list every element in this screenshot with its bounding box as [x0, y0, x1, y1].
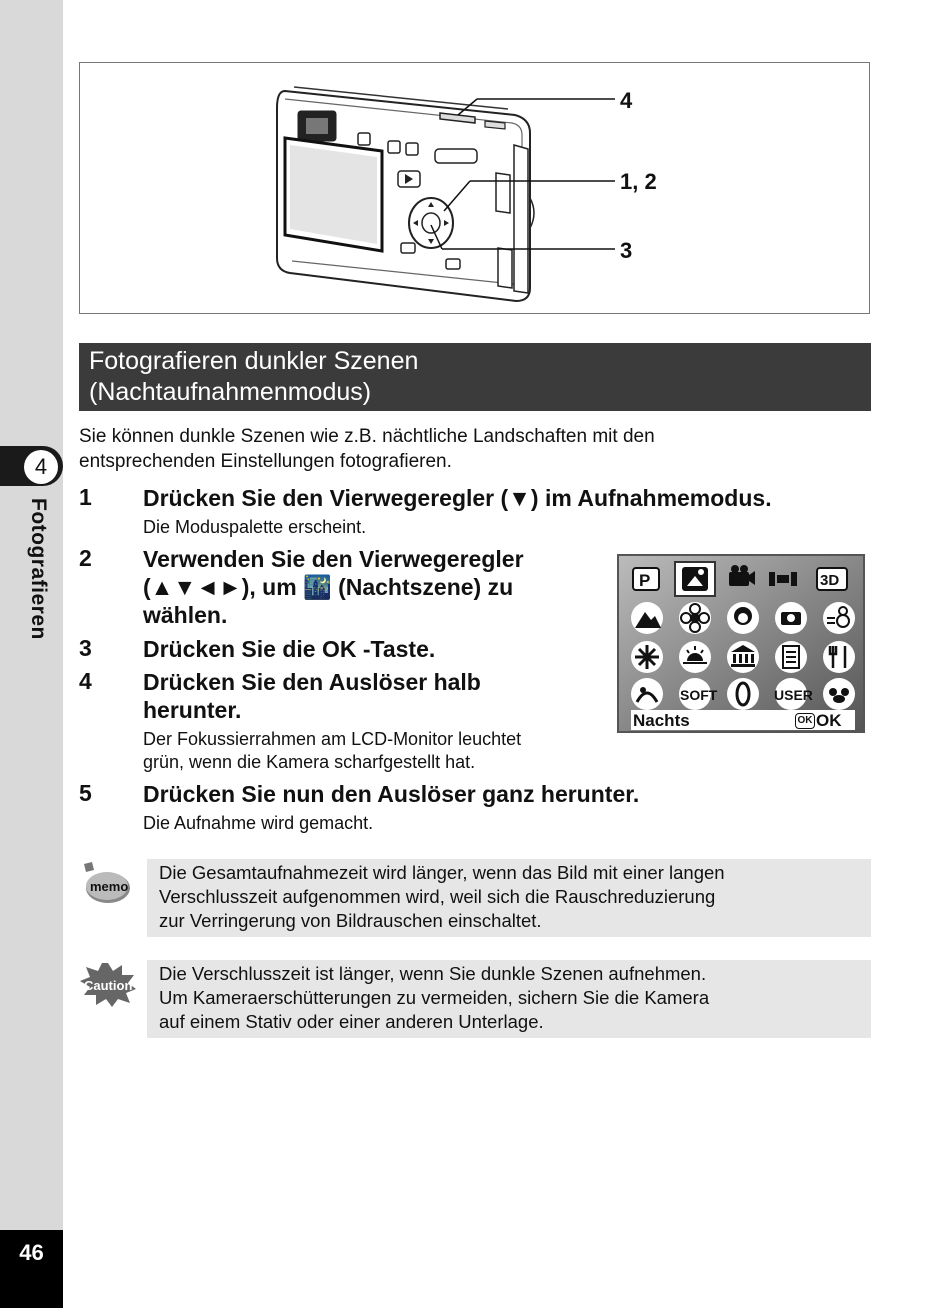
- food-icon: [823, 641, 855, 673]
- step-description-line: grün, wenn die Kamera scharfgestellt hat.: [143, 752, 476, 772]
- landscape-icon: [631, 602, 663, 634]
- fireworks-icon: [631, 641, 663, 673]
- program-mode-label: P: [639, 571, 651, 590]
- mode-palette-grid: [619, 556, 863, 731]
- section-title: [79, 343, 871, 411]
- section-title-line2: (Nachtaufnahmenmodus): [89, 378, 372, 406]
- step-number: 2: [79, 545, 92, 571]
- step-title: Drücken Sie nun den Auslöser ganz herunter.: [143, 781, 640, 807]
- step-description: Die Aufnahme wird gemacht.: [143, 813, 374, 833]
- caution-line: Die Verschlusszeit ist länger, wenn Sie dunkle Szenen aufnehmen.: [159, 963, 707, 984]
- intro-line: Sie können dunkle Szenen wie z.B. nächtliche Landschaften mit den: [79, 426, 655, 447]
- self-portrait-icon: [775, 602, 807, 634]
- caution-icon: [80, 963, 136, 1012]
- lcd-ok-label: OK: [816, 711, 842, 730]
- intro-line: entsprechenden Einstellungen fotografieren.: [79, 451, 452, 472]
- step-description: Die Moduspalette erscheint.: [143, 517, 367, 537]
- flower-icon: [679, 602, 711, 634]
- memo-icon: [82, 862, 132, 913]
- section-title-line1: Fotografieren dunkler Szenen: [89, 347, 419, 375]
- memo-line: Die Gesamtaufnahmezeit wird länger, wenn das Bild mit einer langen: [159, 862, 725, 883]
- camera-back-illustration: [80, 63, 871, 315]
- ok-button-icon: OK: [795, 713, 815, 729]
- step-number: 5: [79, 780, 92, 806]
- lcd-mode-label: Nachts: [633, 711, 690, 730]
- memo-line: zur Verringerung von Bildrauschen einschaltet.: [159, 910, 542, 931]
- step-title: Drücken Sie den Vierwegeregler (▼) im Aufnahmemodus.: [143, 485, 772, 511]
- user-label: USER: [774, 687, 813, 703]
- step-title-line: Verwenden Sie den Vierwegeregler: [143, 546, 524, 572]
- caution-note: [147, 960, 871, 1038]
- step-title-line: (▲▼◄►), um 🌃 (Nachtszene) zu: [143, 574, 514, 600]
- memo-icon-label: memo: [90, 879, 129, 894]
- step-title-line: Drücken Sie den Auslöser halb: [143, 669, 481, 695]
- surf-icon: [631, 678, 663, 710]
- step-title-line: herunter.: [143, 697, 242, 723]
- page-number: 46: [19, 1240, 44, 1265]
- museum-icon: [727, 641, 759, 673]
- lcd-mode-palette: [617, 554, 865, 733]
- snow-icon: [823, 602, 855, 634]
- step-description: [143, 728, 521, 774]
- step-description-line: Der Fokussierrahmen am LCD-Monitor leuchtet: [143, 729, 522, 749]
- step-title: [143, 668, 481, 724]
- filter-icon: [727, 678, 759, 710]
- callout-1-2: 1, 2: [620, 169, 657, 194]
- caution-icon-label: Caution: [84, 978, 133, 993]
- camera-figure: [79, 62, 870, 314]
- step-number: 4: [79, 668, 92, 694]
- portrait-icon: [727, 602, 759, 634]
- text-icon: [775, 641, 807, 673]
- caution-line: Um Kameraerschütterungen zu vermeiden, sichern Sie die Kamera: [159, 987, 710, 1008]
- step-title: [143, 545, 524, 629]
- soft-label: SOFT: [680, 687, 718, 703]
- chapter-number: 4: [24, 450, 58, 484]
- 3d-mode-label: 3D: [820, 572, 840, 589]
- intro-paragraph: [79, 424, 799, 474]
- callout-3: 3: [620, 238, 633, 263]
- step-number: 1: [79, 484, 92, 510]
- memo-note: [147, 859, 871, 937]
- step-number: 3: [79, 635, 92, 661]
- sunset-icon: [679, 641, 711, 673]
- step-title: Drücken Sie die OK -Taste.: [143, 636, 436, 662]
- chapter-title: Fotografieren: [27, 498, 50, 640]
- pet-icon: [823, 678, 855, 710]
- step-title-line: wählen.: [143, 602, 228, 628]
- caution-line: auf einem Stativ oder einer anderen Unterlage.: [159, 1011, 544, 1032]
- memo-line: Verschlusszeit aufgenommen wird, weil sich die Rauschreduzierung: [159, 886, 716, 907]
- callout-4: 4: [620, 88, 633, 113]
